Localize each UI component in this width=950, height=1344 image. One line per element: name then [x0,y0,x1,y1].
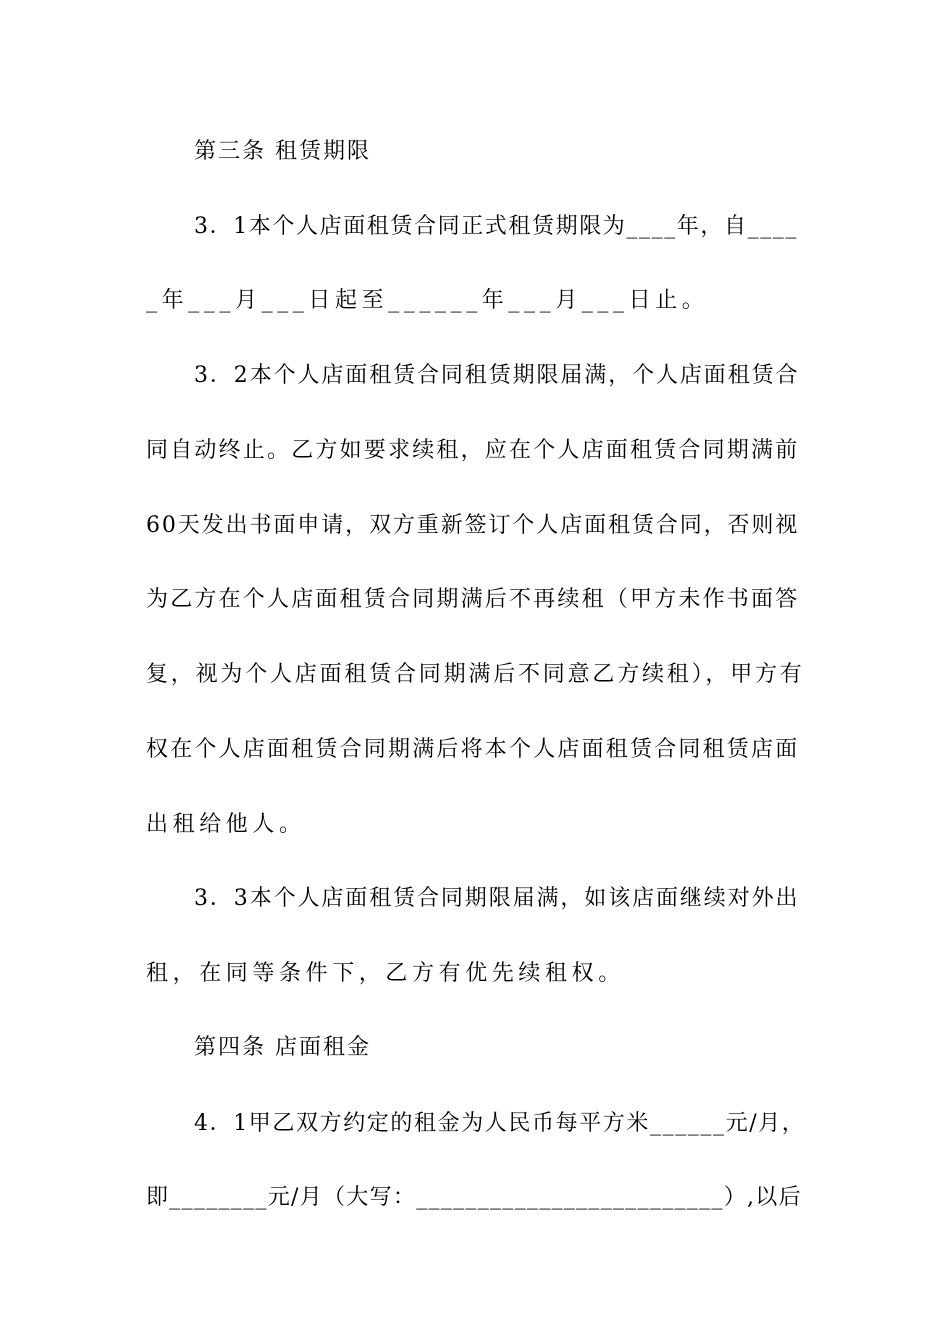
clause-3-2-line-6: 权在个人店面租赁合同期满后将本个人店面租赁合同租赁店面 [146,737,800,762]
clause-3-2-line-7: 出租给他人。 [146,812,306,837]
clause-4-1-line-1: 4．1甲乙双方约定的租金为人民币每平方米______元/月， [194,1111,806,1136]
clause-3-3-line-1: 3．3本个人店面租赁合同期限届满，如该店面继续对外出 [194,886,800,911]
section-heading-article-4: 第四条 店面租金 [194,1035,371,1060]
clause-3-2-line-1: 3．2本个人店面租赁合同租赁期限届满，个人店面租赁合 [194,363,800,388]
clause-3-1-line-1: 3．1本个人店面租赁合同正式租赁期限为____年，自____ [194,214,798,239]
clause-4-1-line-2: 即________元/月（大写：_________________________）,以后 [146,1185,802,1210]
clause-3-1-line-2: _年___月___日起至______年___月___日止。 [146,288,709,313]
clause-3-2-line-2: 同自动终止。乙方如要求续租，应在个人店面租赁合同期满前 [146,438,800,463]
clause-3-2-line-4: 为乙方在个人店面租赁合同期满后不再续租（甲方未作书面答 [146,587,800,612]
clause-3-2-line-5: 复，视为个人店面租赁合同期满后不同意乙方续租），甲方有 [146,662,805,687]
clause-3-3-line-2: 租，在同等条件下，乙方有优先续租权。 [146,961,625,986]
clause-3-2-line-3: 60天发出书面申请，双方重新签订个人店面租赁合同，否则视 [146,513,800,538]
section-heading-article-3: 第三条 租赁期限 [194,139,371,164]
